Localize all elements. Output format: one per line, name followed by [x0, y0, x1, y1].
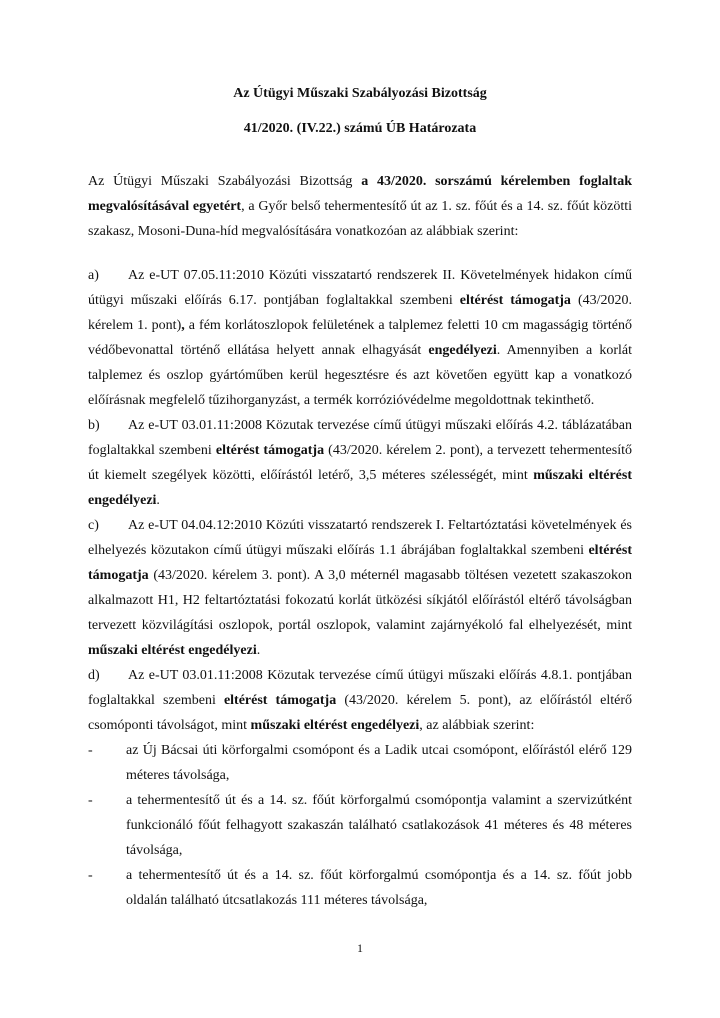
intro-text-2: , a Győr belső tehermentesítő út az 1. sz. főút és a 14. sz. főút közötti szakasz, Mosoni-Duna-híd megvalósítására vonatkozóan az alábbiak szerint: — [88, 199, 632, 239]
item-b-label: b) — [88, 418, 100, 433]
item-a-text-2: (43/2020. kérelem 1. pont) — [88, 293, 632, 333]
intro-paragraph — [88, 169, 632, 244]
list-item-text: az Új Bácsai úti körforgalmi csomópont és a Ladik utcai csomópont, előírástól elérő 129 méteres távolsága, — [126, 743, 632, 783]
item-c-bold-1: eltérést támogatja — [88, 543, 632, 583]
item-d-bold-2: műszaki eltérést engedélyezi — [250, 718, 420, 733]
resolution-number: 41/2020. (IV.22.) számú ÚB Határozata — [243, 121, 477, 136]
item-b-bold-1: eltérést támogatja — [215, 443, 325, 458]
item-d-text-3: , az alábbiak szerint: — [419, 718, 535, 733]
item-a-bold-3: engedélyezi — [428, 343, 497, 358]
dash-marker: - — [88, 793, 93, 808]
list-item-text: a tehermentesítő út és a 14. sz. főút körforgalmú csomópontja és a 14. sz. főút jobb oldalán található útcsatlakozás 111 méteres távolsága, — [126, 868, 632, 908]
document-title: Az Útügyi Műszaki Szabályozási Bizottság — [233, 86, 487, 101]
item-d-text-1: Az e-UT 03.01.11:2008 Közutak tervezése című útügyi műszaki előírás 4.8.1. pontjában foglaltakkal szembeni — [88, 668, 632, 708]
item-b-text-1: Az e-UT 03.01.11:2008 Közutak tervezése című útügyi műszaki előírás 4.2. táblázatában foglaltakkal szembeni — [88, 418, 632, 458]
intro-text-1: Az Útügyi Műszaki Szabályozási Bizottság — [88, 174, 362, 189]
item-c-text-1: Az e-UT 04.04.12:2010 Közúti visszatartó rendszerek I. Feltartóztatási követelmények és elhelyezés közutakon című útügyi műszaki előírás 1.1 ábrájában foglaltakkal szembeni — [88, 518, 632, 558]
distance-list — [88, 738, 632, 913]
item-d-text-2: (43/2020. kérelem 5. pont), az előírástól eltérő csomóponti távolságot, mint — [88, 693, 632, 733]
list-item — [88, 863, 632, 913]
item-a — [88, 263, 632, 413]
item-c — [88, 513, 632, 663]
item-b — [88, 413, 632, 513]
item-a-text-4: . Amennyiben a korlát talplemez és oszlop gyártóműben kerül hegesztésre és azt követően együtt kap a vonatkozó előírásnak megfelelő tűzihorganyzást, a termék korrózióvédelme megoldottnak tekinthető. — [88, 343, 632, 408]
intro-bold-1: a 43/2020. sorszámú kérelemben foglaltak megvalósításával egyetért — [88, 174, 632, 214]
item-b-text-2: (43/2020. kérelem 2. pont), a tervezett tehermentesítő út kiemelt szegélyek közötti, előírástól letérő, 3,5 méteres szélességét, mint — [88, 443, 632, 483]
dash-marker: - — [88, 868, 93, 883]
list-item — [88, 738, 632, 788]
item-d-label: d) — [88, 668, 100, 683]
item-a-bold-1: eltérést támogatja — [459, 293, 571, 308]
item-c-bold-2: műszaki eltérést engedélyezi — [88, 643, 257, 658]
dash-marker: - — [88, 743, 93, 758]
item-c-label: c) — [88, 518, 99, 533]
item-d-bold-1: eltérést támogatja — [223, 693, 337, 708]
document-body — [88, 150, 632, 913]
item-c-text-3: . — [256, 643, 261, 658]
item-a-label: a) — [88, 268, 99, 283]
item-c-text-2: (43/2020. kérelem 3. pont). A 3,0 méternél magasabb töltésen vezetett szakaszokon alkalmazott H1, H2 feltartóztatási fokozatú korlát ütközési síkjától előírástól eltérő távolságban tervezett közvilágítási oszlopok, portál oszlopok, valamint zajárnyékoló fal elhelyezését, mint — [88, 568, 632, 633]
list-item — [88, 788, 632, 863]
item-a-bold-2: , — [181, 318, 185, 333]
list-item-text: a tehermentesítő út és a 14. sz. főút körforgalmú csomópontja valamint a szervizútként funkcionáló főút felhagyott szakaszán található csatlakozások 41 méteres és 48 méteres távolsága, — [126, 793, 632, 858]
item-b-bold-2: műszaki eltérést engedélyezi — [88, 468, 632, 508]
item-d — [88, 663, 632, 738]
item-a-text-1: Az e-UT 07.05.11:2010 Közúti visszatartó rendszerek II. Követelmények hidakon című útügyi műszaki előírás 6.17. pontjában foglaltakkal szembeni — [88, 268, 632, 308]
item-b-text-3: . — [156, 493, 160, 508]
page-number: 1 — [357, 941, 363, 955]
item-a-text-3: a fém korlátoszlopok felületének a talplemez feletti 10 cm magasságig történő védőbevonattal történő ellátása helyett annak elhagyását — [88, 318, 632, 358]
